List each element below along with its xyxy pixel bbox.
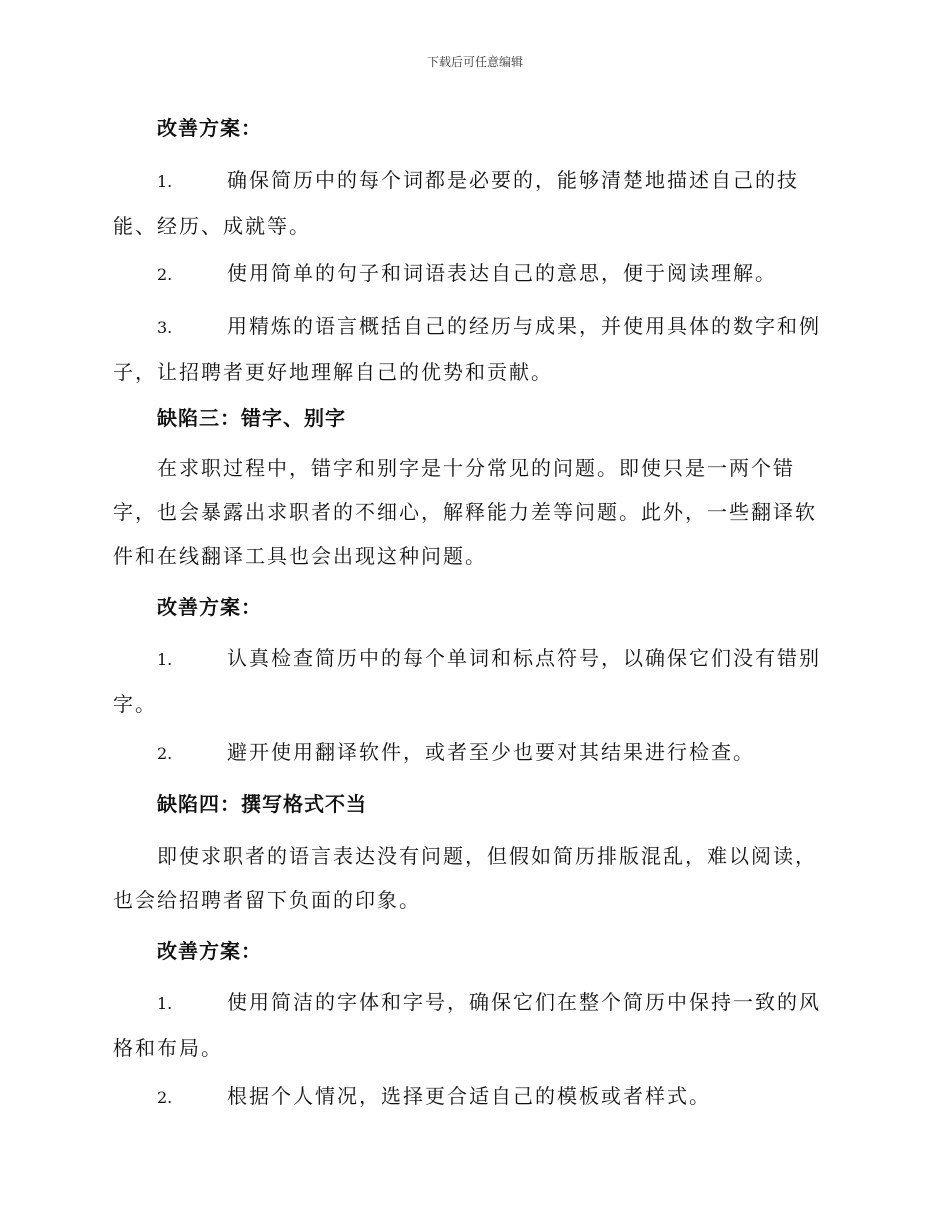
list-number: 1. — [157, 650, 173, 669]
list-item — [113, 730, 835, 776]
page-header: 下载后可任意编辑 — [426, 55, 523, 69]
list-text: 确保简历中的每个词都是必要的，能够清楚地描述自己的技能、经历、成就等。 — [113, 168, 799, 238]
list-item — [113, 251, 835, 297]
defect-4-paragraph: 即使求职者的语言表达没有问题，但假如简历排版混乱，难以阅读，也会给招聘者留下负面的印象。 — [113, 844, 817, 912]
list-text: 避开使用翻译软件，或者至少也要对其结果进行检查。 — [227, 740, 755, 764]
list-item — [113, 304, 835, 394]
list-number: 1. — [157, 994, 173, 1013]
list-text: 使用简洁的字体和字号，确保它们在整个简历中保持一致的风格和布局。 — [113, 990, 821, 1060]
list-text: 使用简单的句子和词语表达自己的意思，便于阅读理解。 — [227, 261, 777, 285]
list-text: 用精炼的语言概括自己的经历与成果，并使用具体的数字和例子，让招聘者更好地理解自己的优势和贡献。 — [113, 314, 821, 384]
list-item — [113, 1074, 835, 1120]
list-number: 2. — [157, 1088, 173, 1107]
list-item — [113, 980, 835, 1070]
list-item — [113, 158, 835, 248]
list-number: 2. — [157, 744, 173, 763]
list-number: 2. — [157, 265, 173, 284]
list-text: 根据个人情况，选择更合适自己的模板或者样式。 — [227, 1084, 711, 1108]
list-number: 3. — [157, 318, 173, 337]
improvement-heading-2: 改善方案： — [157, 595, 262, 619]
improvement-heading-1: 改善方案： — [157, 116, 262, 140]
defect-3-heading: 缺陷三：错字、别字 — [157, 406, 346, 430]
list-number: 1. — [157, 172, 173, 191]
list-text: 认真检查简历中的每个单词和标点符号，以确保它们没有错别字。 — [113, 646, 821, 716]
defect-4-heading: 缺陷四：撰写格式不当 — [157, 792, 367, 816]
list-item — [113, 636, 835, 726]
improvement-heading-3: 改善方案： — [157, 939, 262, 963]
defect-3-paragraph: 在求职过程中，错字和别字是十分常见的问题。即使只是一两个错字，也会暴露出求职者的不细心，解释能力差等问题。此外，一些翻译软件和在线翻译工具也会出现这种问题。 — [113, 456, 817, 568]
